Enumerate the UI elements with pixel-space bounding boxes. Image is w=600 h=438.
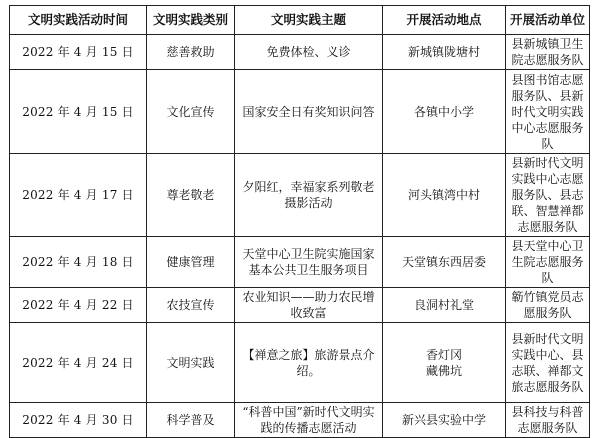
cell-theme: 天堂中心卫生院实施国家基本公共卫生服务项目 <box>235 237 383 288</box>
cell-date: 2022 年 4 月 15 日 <box>10 35 147 70</box>
table-row <box>10 237 590 288</box>
cell-location: 香灯冈 藏佛坑 <box>383 323 506 403</box>
table-row <box>10 35 590 70</box>
cell-unit: 簕竹镇党员志愿服务队 <box>506 288 590 323</box>
cell-unit: 县新时代文明实践中心、县志联、禅都文旅志愿服务队 <box>506 323 590 403</box>
cell-category: 科学普及 <box>147 403 235 438</box>
cell-date: 2022 年 4 月 24 日 <box>10 323 147 403</box>
cell-theme: “科普中国”新时代文明实践的传播志愿活动 <box>235 403 383 438</box>
cell-theme: 免费体检、义诊 <box>235 35 383 70</box>
cell-location: 天堂镇东西居委 <box>383 237 506 288</box>
header-date: 文明实践活动时间 <box>10 6 147 35</box>
cell-category: 慈善救助 <box>147 35 235 70</box>
cell-category: 尊老敬老 <box>147 154 235 237</box>
cell-unit: 县新时代文明实践中心志愿服务队、县志联、智慧禅都志愿服务队 <box>506 154 590 237</box>
table-row <box>10 403 590 438</box>
cell-unit: 县新城镇卫生院志愿服务队 <box>506 35 590 70</box>
cell-category: 文化宣传 <box>147 70 235 154</box>
cell-date: 2022 年 4 月 15 日 <box>10 70 147 154</box>
table-row <box>10 70 590 154</box>
cell-category: 文明实践 <box>147 323 235 403</box>
cell-category: 农技宣传 <box>147 288 235 323</box>
cell-location: 良洞村礼堂 <box>383 288 506 323</box>
cell-unit: 县天堂中心卫生院志愿服务队 <box>506 237 590 288</box>
header-category: 文明实践类别 <box>147 6 235 35</box>
cell-location: 河头镇湾中村 <box>383 154 506 237</box>
header-theme: 文明实践主题 <box>235 6 383 35</box>
cell-date: 2022 年 4 月 22 日 <box>10 288 147 323</box>
cell-location: 新兴县实验中学 <box>383 403 506 438</box>
table-row <box>10 288 590 323</box>
table-row <box>10 323 590 403</box>
cell-theme: 农业知识——助力农民增收致富 <box>235 288 383 323</box>
cell-theme: 国家安全日有奖知识问答 <box>235 70 383 154</box>
header-location: 开展活动地点 <box>383 6 506 35</box>
cell-unit: 县图书馆志愿服务队、县新时代文明实践中心志愿服务队 <box>506 70 590 154</box>
cell-location: 各镇中小学 <box>383 70 506 154</box>
cell-location: 新城镇陇塘村 <box>383 35 506 70</box>
header-unit: 开展活动单位 <box>506 6 590 35</box>
table-header-row <box>10 6 590 35</box>
table-row <box>10 154 590 237</box>
activity-table <box>9 5 590 438</box>
cell-theme: 夕阳红，幸福家系列敬老摄影活动 <box>235 154 383 237</box>
cell-unit: 县科技与科普志愿服务队 <box>506 403 590 438</box>
cell-date: 2022 年 4 月 30 日 <box>10 403 147 438</box>
cell-theme: 【禅意之旅】旅游景点介绍。 <box>235 323 383 403</box>
cell-category: 健康管理 <box>147 237 235 288</box>
cell-date: 2022 年 4 月 18 日 <box>10 237 147 288</box>
cell-date: 2022 年 4 月 17 日 <box>10 154 147 237</box>
